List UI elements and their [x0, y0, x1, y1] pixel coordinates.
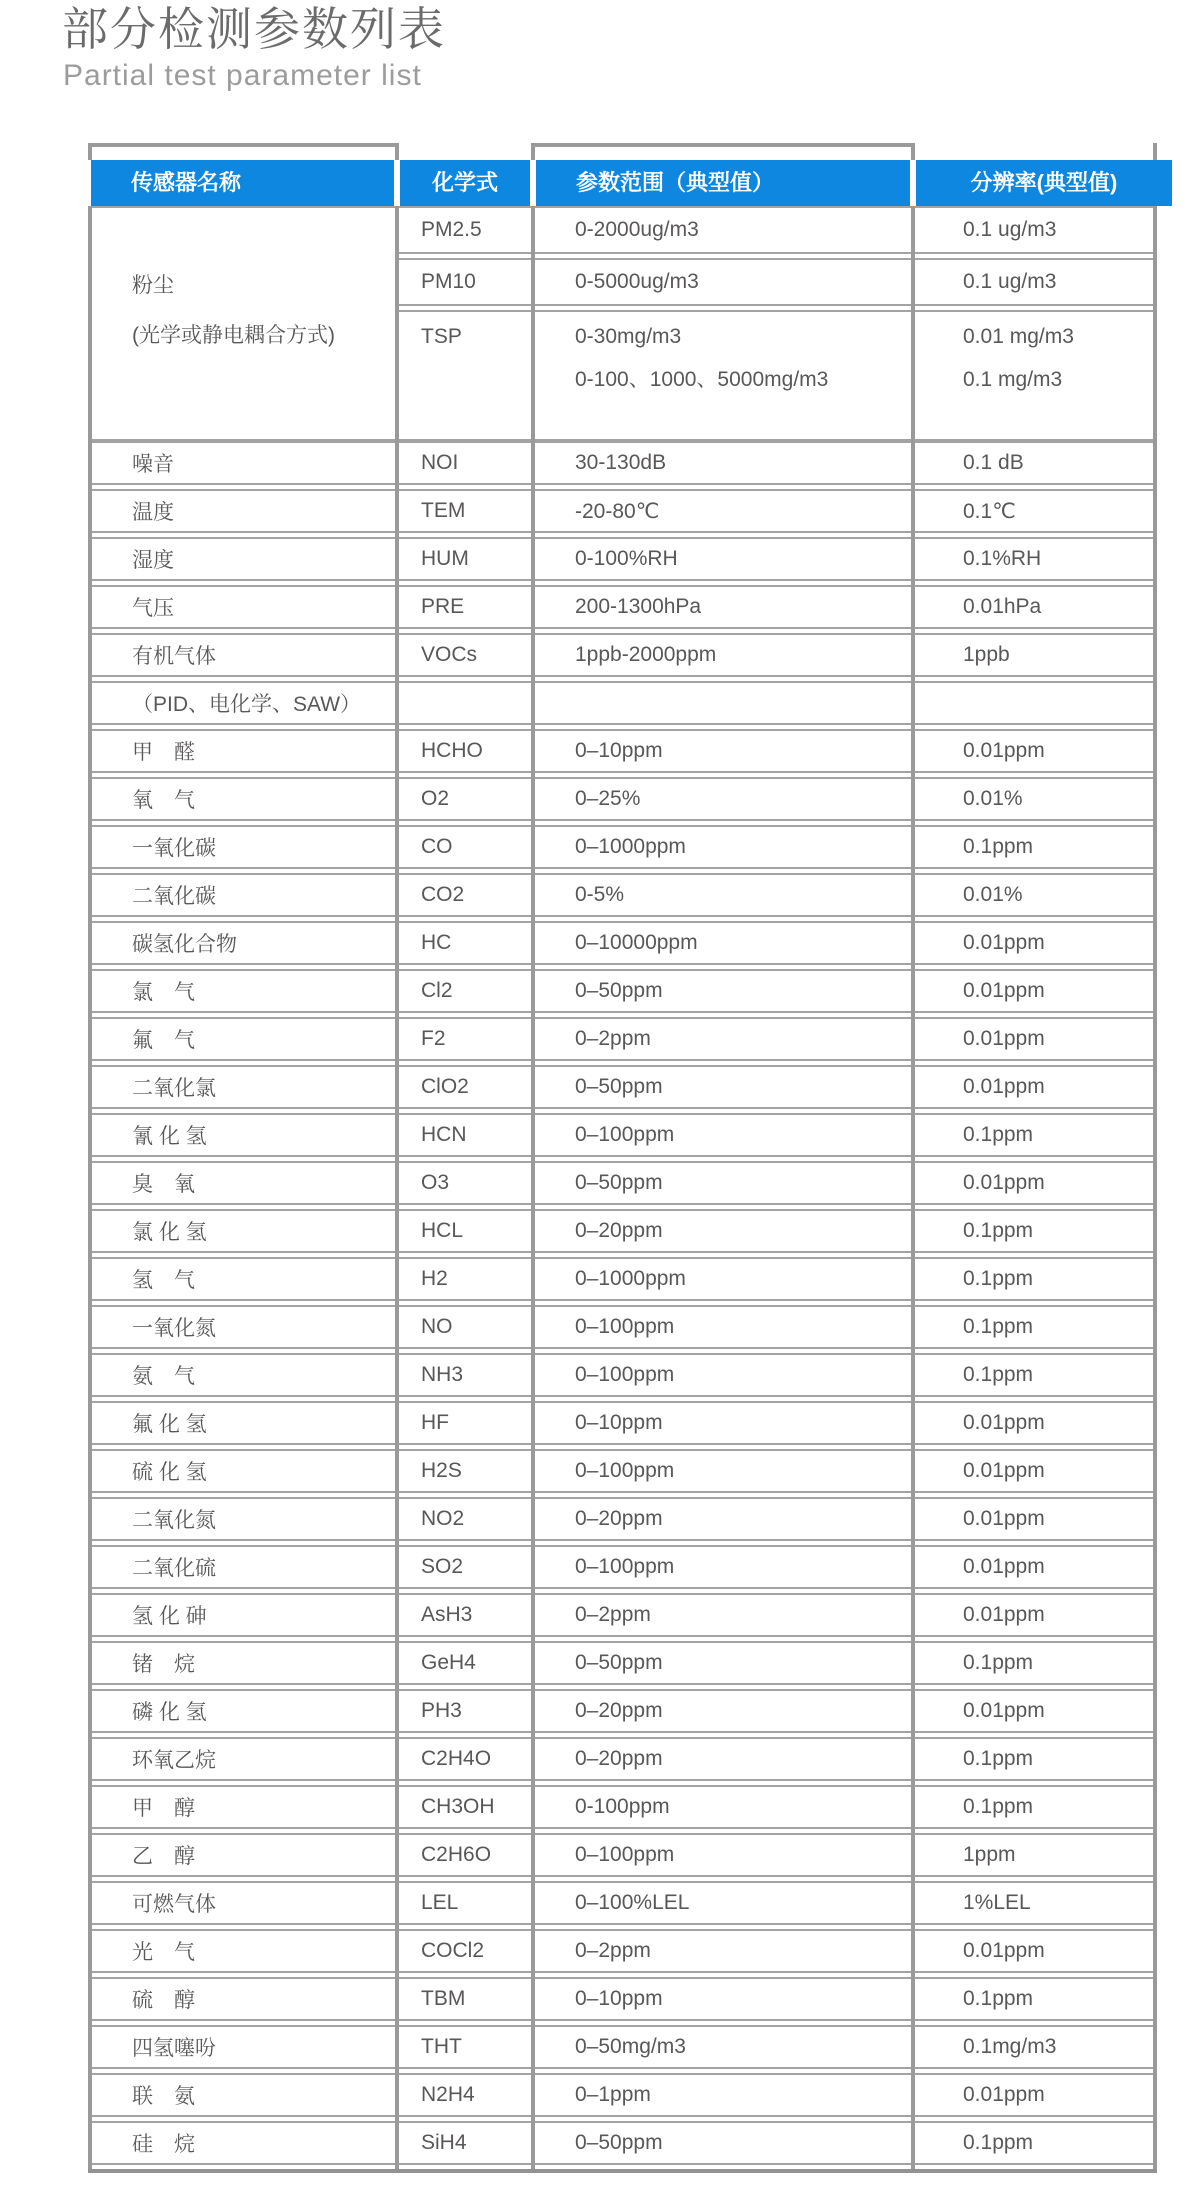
formula-value: C2H4O: [421, 1747, 492, 1770]
range-value: 0-2000ug/m3: [575, 218, 699, 241]
table-row: [88, 1257, 1157, 1301]
range-value: 0-30mg/m3: [575, 325, 682, 348]
sensor-name: 环氧乙烷: [132, 1749, 216, 1772]
sensor-name: 一氧化碳: [132, 837, 216, 860]
table-row: [88, 729, 1157, 773]
range-value: 0–50ppm: [575, 1171, 663, 1194]
resolution-value: 0.1ppm: [963, 1795, 1034, 1818]
table-row: [88, 1161, 1157, 1205]
dust-sensor-group: [88, 206, 1157, 441]
sensor-name: 氯 化 氢: [132, 1221, 207, 1244]
sensor-name: 氧 气: [132, 789, 195, 812]
table-row: [88, 1545, 1157, 1589]
resolution-value: 0.01%: [963, 787, 1023, 810]
formula-value: PM2.5: [421, 218, 482, 241]
range-value: 0-100ppm: [575, 1795, 670, 1818]
resolution-value: 0.01 mg/m3: [963, 325, 1074, 348]
range-value: -20-80℃: [575, 499, 660, 523]
sensor-name: 温度: [132, 501, 174, 524]
formula-value: PH3: [421, 1699, 462, 1722]
formula-value: VOCs: [421, 643, 478, 666]
resolution-value: 0.1ppm: [963, 1987, 1034, 2010]
dust-sub-row: [397, 310, 1157, 439]
formula-value: HCL: [421, 1219, 464, 1242]
range-value: 1ppb-2000ppm: [575, 643, 717, 666]
sensor-name: 磷 化 氢: [132, 1701, 207, 1724]
table-row: [88, 873, 1157, 917]
range-value: 0-5000ug/m3: [575, 270, 699, 293]
formula-value: NO: [421, 1315, 453, 1338]
range-value-2: 0-100、1000、5000mg/m3: [575, 368, 829, 391]
resolution-value: 0.01ppm: [963, 1699, 1045, 1722]
table-row: [88, 1401, 1157, 1445]
formula-value: C2H6O: [421, 1843, 492, 1866]
table-body: [88, 206, 1157, 2165]
range-value: 0–50ppm: [575, 2131, 663, 2154]
formula-value: PRE: [421, 595, 465, 618]
formula-value: H2S: [421, 1459, 462, 1482]
table-row: [88, 969, 1157, 1013]
range-value: 0–10000ppm: [575, 931, 698, 954]
formula-value: GeH4: [421, 1651, 476, 1674]
formula-value: HC: [421, 931, 452, 954]
table-rows: [88, 441, 1157, 2165]
page-subtitle: Partial test parameter list: [63, 59, 422, 92]
table-row: [88, 1881, 1157, 1925]
resolution-value: 0.01hPa: [963, 595, 1042, 618]
table-row: [88, 1785, 1157, 1829]
resolution-value-2: 0.1 mg/m3: [963, 368, 1063, 391]
table-row: [88, 537, 1157, 581]
cell-formula: [397, 312, 533, 439]
dust-group-name: [88, 208, 397, 439]
formula-value: PM10: [421, 270, 476, 293]
formula-value: NOI: [421, 451, 459, 474]
table-row: [88, 1113, 1157, 1157]
resolution-value: 0.1ppm: [963, 1651, 1034, 1674]
sensor-name: 噪音: [132, 453, 174, 476]
table-row: [88, 1593, 1157, 1637]
formula-value: CO2: [421, 883, 465, 906]
range-value: 0–50mg/m3: [575, 2035, 686, 2058]
range-value: 0–2ppm: [575, 1603, 651, 1626]
range-value: 30-130dB: [575, 451, 667, 474]
table-row: [88, 2025, 1157, 2069]
formula-value: HF: [421, 1411, 449, 1434]
range-value: 0–1000ppm: [575, 835, 686, 858]
parameter-table: [88, 143, 1157, 2173]
sensor-name: 硫 醇: [132, 1989, 195, 2012]
formula-value: N2H4: [421, 2083, 475, 2106]
table-row: [88, 1449, 1157, 1493]
formula-value: HUM: [421, 547, 469, 570]
table-row: [88, 489, 1157, 533]
resolution-value: 0.01ppm: [963, 1507, 1045, 1530]
resolution-value: 0.1ppm: [963, 1267, 1034, 1290]
resolution-value: 1%LEL: [963, 1891, 1031, 1914]
dust-sub-rows: [397, 208, 1157, 439]
resolution-value: 0.1 dB: [963, 451, 1024, 474]
resolution-value: 0.1ppm: [963, 1747, 1034, 1770]
formula-value: NH3: [421, 1363, 464, 1386]
table-row: [88, 1017, 1157, 1061]
sensor-name: 联 氨: [132, 2085, 195, 2108]
range-value: 0–100ppm: [575, 1843, 675, 1866]
formula-value: ClO2: [421, 1075, 469, 1098]
header-resolution: 分辨率(典型值): [916, 160, 1172, 206]
sensor-name: 光 气: [132, 1941, 195, 1964]
resolution-value: 0.1ppm: [963, 2131, 1034, 2154]
resolution-value: 0.1 ug/m3: [963, 270, 1057, 293]
table-row: [88, 1641, 1157, 1685]
sensor-name: 甲 醛: [132, 741, 195, 764]
formula-value: H2: [421, 1267, 448, 1290]
formula-value: THT: [421, 2035, 462, 2058]
sensor-name: 可燃气体: [132, 1893, 216, 1916]
table-row: [88, 1689, 1157, 1733]
range-value: 0–100ppm: [575, 1459, 675, 1482]
resolution-value: 0.1ppm: [963, 1363, 1034, 1386]
formula-value: F2: [421, 1027, 446, 1050]
range-value: 0–1ppm: [575, 2083, 651, 2106]
table-row: [88, 2121, 1157, 2165]
table-row: [88, 1305, 1157, 1349]
table-header-row: [88, 160, 1172, 206]
resolution-value: 0.1℃: [963, 499, 1016, 523]
table-row: [88, 1737, 1157, 1781]
range-value: 200-1300hPa: [575, 595, 702, 618]
table-row: [88, 1209, 1157, 1253]
resolution-value: 0.01ppm: [963, 739, 1045, 762]
table-row: [88, 777, 1157, 821]
dust-name-line1: 粉尘: [132, 274, 174, 297]
range-value: 0-5%: [575, 883, 625, 906]
range-value: 0–50ppm: [575, 979, 663, 1002]
resolution-value: 0.1ppm: [963, 1219, 1034, 1242]
table-row: [88, 2073, 1157, 2117]
sensor-name: 硫 化 氢: [132, 1461, 207, 1484]
page-title: 部分检测参数列表: [62, 3, 446, 55]
formula-value: CH3OH: [421, 1795, 495, 1818]
formula-value: TSP: [421, 325, 462, 348]
resolution-value: 1ppm: [963, 1843, 1016, 1866]
sensor-name: 乙 醇: [132, 1845, 195, 1868]
range-value: 0–50ppm: [575, 1651, 663, 1674]
formula-value: HCHO: [421, 739, 483, 762]
resolution-value: 0.1ppm: [963, 835, 1034, 858]
sensor-name: 二氧化氯: [132, 1077, 216, 1100]
table-row: [88, 1977, 1157, 2021]
sensor-name: 碳氢化合物: [132, 933, 237, 956]
sensor-name: 氢 气: [132, 1269, 195, 1292]
sensor-name: 锗 烷: [132, 1653, 195, 1676]
range-value: 0–25%: [575, 787, 641, 810]
dust-sub-row: [397, 208, 1157, 254]
resolution-value: 0.01ppm: [963, 979, 1045, 1002]
resolution-value: 0.1 ug/m3: [963, 218, 1057, 241]
resolution-value: 0.01ppm: [963, 1603, 1045, 1626]
resolution-value: 0.01ppm: [963, 1555, 1045, 1578]
table-row: [88, 585, 1157, 629]
range-value: 0–2ppm: [575, 1027, 651, 1050]
formula-value: O3: [421, 1171, 450, 1194]
header-chemical-formula: 化学式: [400, 160, 530, 206]
table-row: [88, 1497, 1157, 1541]
formula-value: TEM: [421, 499, 466, 522]
formula-value: SiH4: [421, 2131, 467, 2154]
resolution-value: 0.01ppm: [963, 1939, 1045, 1962]
range-value: 0–10ppm: [575, 1987, 663, 2010]
cell-resolution: [913, 312, 1157, 439]
sensor-name: 二氧化硫: [132, 1557, 216, 1580]
sensor-name: （PID、电化学、SAW）: [132, 693, 362, 716]
range-value: 0–20ppm: [575, 1747, 663, 1770]
header-parameter-range: 参数范围（典型值）: [536, 160, 910, 206]
table-row: [88, 681, 1157, 725]
dust-sub-row: [397, 258, 1157, 306]
resolution-value: 0.01ppm: [963, 1171, 1045, 1194]
table-row: [88, 1833, 1157, 1877]
range-value: 0–100ppm: [575, 1123, 675, 1146]
resolution-value: 0.01ppm: [963, 931, 1045, 954]
sensor-name: 二氧化碳: [132, 885, 216, 908]
resolution-value: 0.01ppm: [963, 1459, 1045, 1482]
formula-value: HCN: [421, 1123, 467, 1146]
range-value: 0–2ppm: [575, 1939, 651, 1962]
sensor-name: 氟 化 氢: [132, 1413, 207, 1436]
sensor-name: 一氧化氮: [132, 1317, 216, 1340]
formula-value: LEL: [421, 1891, 459, 1914]
table-row: [88, 633, 1157, 677]
dust-name-line2: (光学或静电耦合方式): [132, 324, 335, 347]
header-sensor-name: 传感器名称: [91, 160, 394, 206]
range-value: 0–50ppm: [575, 1075, 663, 1098]
range-value: 0–100%LEL: [575, 1891, 690, 1914]
sensor-name: 四氢噻吩: [132, 2037, 216, 2060]
range-value: 0–100ppm: [575, 1315, 675, 1338]
table-bottom-edge: [88, 2169, 1157, 2173]
sensor-name: 气压: [132, 597, 174, 620]
table-row: [88, 921, 1157, 965]
range-value: 0–100ppm: [575, 1555, 675, 1578]
formula-value: O2: [421, 787, 450, 810]
table-row: [88, 825, 1157, 869]
formula-value: Cl2: [421, 979, 453, 1002]
range-value: 0–10ppm: [575, 739, 663, 762]
sensor-name: 有机气体: [132, 645, 216, 668]
formula-value: NO2: [421, 1507, 465, 1530]
resolution-value: 0.01%: [963, 883, 1023, 906]
sensor-name: 氨 气: [132, 1365, 195, 1388]
sensor-name: 二氧化氮: [132, 1509, 216, 1532]
range-value: 0–1000ppm: [575, 1267, 686, 1290]
sensor-name: 臭 氧: [132, 1173, 195, 1196]
table-row: [88, 1929, 1157, 1973]
formula-value: CO: [421, 835, 453, 858]
sensor-name: 湿度: [132, 549, 174, 572]
table-row: [88, 1353, 1157, 1397]
range-value: 0-100%RH: [575, 547, 678, 570]
formula-value: AsH3: [421, 1603, 473, 1626]
resolution-value: 0.1mg/m3: [963, 2035, 1057, 2058]
sensor-name: 氟 气: [132, 1029, 195, 1052]
formula-value: COCl2: [421, 1939, 485, 1962]
range-value: 0–20ppm: [575, 1507, 663, 1530]
resolution-value: 0.01ppm: [963, 1027, 1045, 1050]
resolution-value: 1ppb: [963, 643, 1010, 666]
range-value: 0–10ppm: [575, 1411, 663, 1434]
formula-value: SO2: [421, 1555, 464, 1578]
range-value: 0–20ppm: [575, 1699, 663, 1722]
cell-range: [533, 312, 913, 439]
sensor-name: 甲 醇: [132, 1797, 195, 1820]
resolution-value: 0.01ppm: [963, 1411, 1045, 1434]
sensor-name: 氯 气: [132, 981, 195, 1004]
range-value: 0–100ppm: [575, 1363, 675, 1386]
sensor-name: 氰 化 氢: [132, 1125, 207, 1148]
formula-value: TBM: [421, 1987, 466, 2010]
resolution-value: 0.1ppm: [963, 1315, 1034, 1338]
range-value: 0–20ppm: [575, 1219, 663, 1242]
sensor-name: 硅 烷: [132, 2133, 195, 2156]
resolution-value: 0.01ppm: [963, 2083, 1045, 2106]
table-row: [88, 441, 1157, 485]
resolution-value: 0.1ppm: [963, 1123, 1034, 1146]
resolution-value: 0.1%RH: [963, 547, 1042, 570]
sensor-name: 氢 化 砷: [132, 1605, 207, 1628]
table-row: [88, 1065, 1157, 1109]
resolution-value: 0.01ppm: [963, 1075, 1045, 1098]
